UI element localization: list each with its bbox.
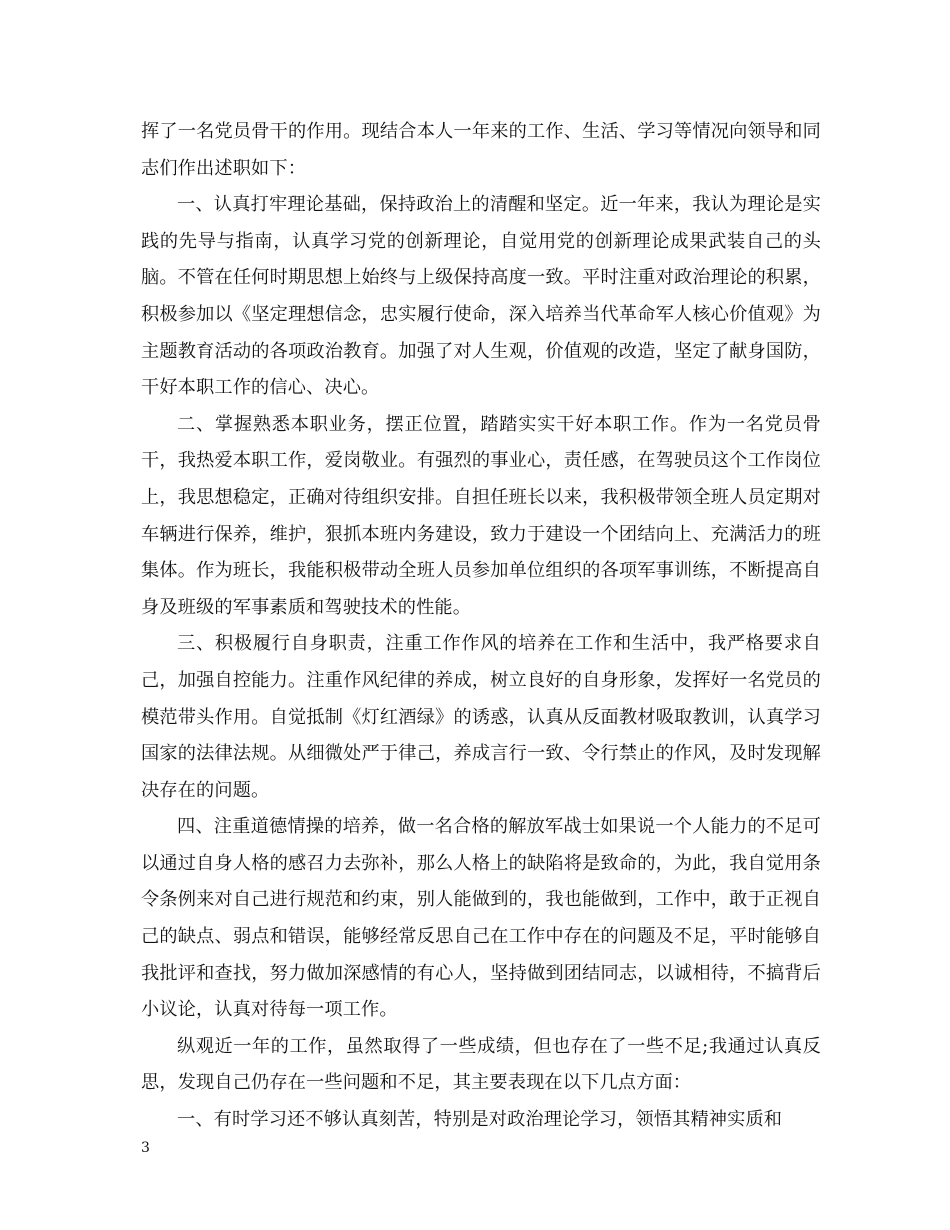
paragraph-summary: 纵观近一年的工作，虽然取得了一些成绩，但也存在了一些不足;我通过认真反思，发现自己仍存在一些问题和不足，其主要表现在以下几点方面： bbox=[141, 1035, 821, 1094]
paragraph-continuation: 挥了一名党员骨干的作用。现结合本人一年来的工作、生活、学习等情况向领导和同志们作出述职如下： bbox=[141, 121, 821, 179]
paragraph-theory-foundation: 一、认真打牢理论基础，保持政治上的清醒和坚定。近一年来，我认为理论是实践的先导与指南，认真学习党的创新理论，自觉用党的创新理论成果武装自己的头脑。不管在任何时期思想上始终与上级保持高度一致。平时注重对政治理论的积累，积极参加以《坚定理想信念，忠实履行使命，深入培养当代革命军人核心价值观》为主题教育活动的各项政治教育。加强了对人生观，价值观的改造，坚定了献身国防，干好本职工作的信心、决心。 bbox=[141, 194, 821, 399]
paragraph-work-style: 三、积极履行自身职责，注重工作作风的培养在工作和生活中，我严格要求自己，加强自控能力。注重作风纪律的养成，树立良好的自身形象，发挥好一名党员的模范带头作用。自觉抵制《灯红酒绿》的诱惑，认真从反面教材吸取教训，认真学习国家的法律法规。从细微处严于律己，养成言行一致、令行禁止的作风，及时发现解决存在的问题。 bbox=[141, 633, 821, 801]
paragraph-moral-cultivation: 四、注重道德情操的培养，做一名合格的解放军战士如果说一个人能力的不足可以通过自身人格的感召力去弥补，那么人格上的缺陷将是致命的，为此，我自觉用条令条例来对自己进行规范和约束，别人能做到的，我也能做到，工作中，敢于正视自己的缺点、弱点和错误，能够经常反思自己在工作中存在的问题及不足，平时能够自我批评和查找，努力做加深感情的有心人，坚持做到团结同志，以诚相待，不搞背后小议论，认真对待每一项工作。 bbox=[141, 816, 821, 1021]
paragraph-job-duties: 二、掌握熟悉本职业务，摆正位置，踏踏实实干好本职工作。作为一名党员骨干，我热爱本职工作，爱岗敬业。有强烈的事业心，责任感，在驾驶员这个工作岗位上，我思想稳定，正确对待组织安排。自担任班长以来，我积极带领全班人员定期对车辆进行保养，维护，狠抓本班内务建设，致力于建设一个团结向上、充满活力的班集体。作为班长，我能积极带动全班人员参加单位组织的各项军事训练，不断提高自身及班级的军事素质和驾驶技术的性能。 bbox=[141, 413, 821, 618]
page-number: 3 bbox=[141, 1140, 150, 1156]
paragraph-shortcoming-one: 一、有时学习还不够认真刻苦，特别是对政治理论学习，领悟其精神实质和 bbox=[177, 1109, 783, 1131]
body-text bbox=[141, 114, 821, 1139]
